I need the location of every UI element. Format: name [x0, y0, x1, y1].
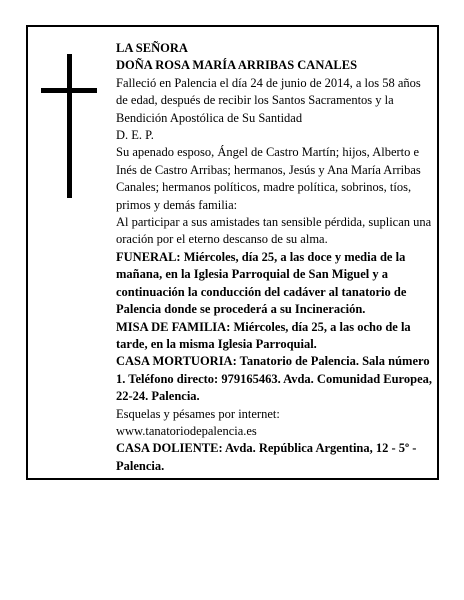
family-list: Su apenado esposo, Ángel de Castro Martín; hijos, Alberto e Inés de Castro Arribas; hermanos, Jesús y Ana María Arribas Canales; hermanos políticos, madre política, sobrinos, tíos, primos y demás familia: — [116, 145, 421, 212]
cross-vertical-bar — [67, 54, 72, 198]
obituary-notice — [26, 25, 439, 480]
notice-title: LA SEÑORA — [116, 41, 188, 55]
funeral-info: FUNERAL: Miércoles, día 25, a las doce y media de la mañana, en la Iglesia Parroquial de San Miguel y a continuación la conducción del cadáver al tanatorio de Palencia donde se procederá a su Incineración. — [116, 249, 407, 317]
mourning-house-info: CASA DOLIENTE: Avda. República Argentina, 12 - 5º - Palencia. — [116, 441, 417, 473]
condolences-label: Esquelas y pésames por internet: — [116, 406, 280, 421]
website-link[interactable]: www.tanatoriodepalencia.es — [116, 423, 257, 438]
cross-horizontal-bar — [41, 88, 97, 93]
death-announcement: Falleció en Palencia el día 24 de junio de 2014, a los 58 años de edad, después de recibir los Santos Sacramentos y la Bendición Apostólica de Su Santidad — [116, 75, 421, 125]
dep-line: D. E. P. — [116, 128, 154, 143]
mortuary-info: CASA MORTUORIA: Tanatorio de Palencia. Sala número 1. Teléfono directo: 979165463. Avda. Comunidad Europea, 22-24. Palencia. — [116, 354, 433, 404]
notice-text — [116, 40, 434, 475]
family-mass-info: MISA DE FAMILIA: Miércoles, día 25, a las ocho de la tarde, en la misma Iglesia Parroquial. — [116, 319, 411, 351]
latin-cross-icon — [41, 54, 97, 198]
deceased-name: DOÑA ROSA MARÍA ARRIBAS CANALES — [116, 58, 358, 73]
prayer-request: Al participar a sus amistades tan sensible pérdida, suplican una oración por el eterno descanso de su alma. — [116, 215, 432, 247]
